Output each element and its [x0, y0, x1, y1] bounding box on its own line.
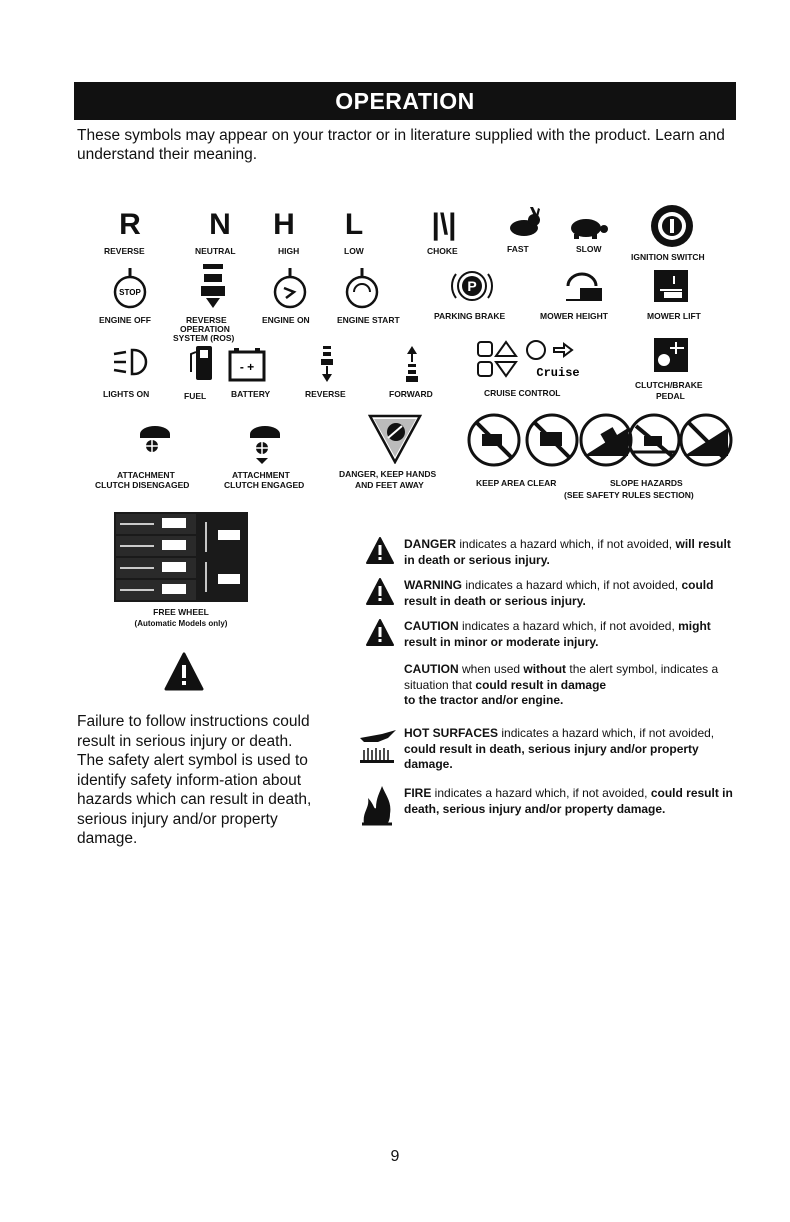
- section-header: [74, 82, 736, 120]
- hot-surfaces-definition: HOT SURFACES indicates a hazard which, if not avoided, could result in death, serious injury and/or property damage.: [404, 726, 715, 771]
- page-number: 9: [390, 1148, 400, 1165]
- slope-label: SLOPE HAZARDS: [610, 478, 683, 488]
- reverse-arrow-label: REVERSE: [305, 389, 346, 399]
- free-wheel-label: FREE WHEEL: [153, 607, 209, 617]
- mower-lift-icon: [654, 270, 688, 302]
- engine-off-icon: [112, 266, 148, 310]
- free-wheel-caption: [114, 607, 248, 629]
- danger-alert-icon: [366, 537, 394, 570]
- mower-height-icon: [562, 268, 606, 304]
- fast-label: FAST: [507, 244, 529, 254]
- engine-start-icon: [344, 266, 380, 310]
- ignition-label: IGNITION SWITCH: [631, 252, 705, 262]
- caution-alert-icon: [366, 619, 394, 652]
- attachment-disengaged-icon: [138, 424, 172, 454]
- rabbit-icon: [504, 206, 544, 240]
- mower-height-label: MOWER HEIGHT: [540, 311, 608, 321]
- engine-start-label: ENGINE START: [337, 315, 400, 325]
- parking-brake-icon: [450, 266, 494, 306]
- hot-surface-icon: [358, 724, 398, 769]
- engine-off-label: ENGINE OFF: [99, 315, 151, 325]
- lights-icon: [112, 346, 150, 378]
- slow-label: SLOW: [576, 244, 602, 254]
- clutch-brake-label-1: CLUTCH/BRAKE: [635, 380, 703, 390]
- clutch-brake-label-2: PEDAL: [656, 391, 685, 401]
- choke-symbol: |\|: [431, 208, 457, 241]
- attachment-engaged-icon: [248, 424, 282, 464]
- battery-icon: [228, 346, 266, 382]
- battery-label: BATTERY: [231, 389, 271, 399]
- fuel-pump-icon: [188, 344, 214, 382]
- attach-engaged-label-2: CLUTCH ENGAGED: [224, 480, 305, 490]
- clutch-brake-pedal-icon: [654, 338, 688, 372]
- failure-warning-text: Failure to follow instructions could result in serious injury or death. The safety alert symbol is used to identify safety inform-ation about hazards which can result in death, serious injury and/or property damage.: [77, 713, 312, 847]
- svg-text:Cruise: Cruise: [536, 366, 580, 380]
- warning-alert-icon: [366, 578, 394, 611]
- reverse-label: REVERSE: [104, 246, 145, 256]
- intro-text: These symbols may appear on your tractor or in literature supplied with the product. Learn and understand their meaning.: [77, 127, 725, 163]
- section-title: OPERATION: [335, 87, 475, 114]
- reverse-symbol: R: [119, 208, 141, 241]
- caution-no-symbol-definition: CAUTION when used without the alert symbol, indicates a situation that could result in damage to the tractor and/or engine.: [404, 662, 719, 707]
- fire-definition: FIRE indicates a hazard which, if not avoided, could result in death, serious injury and/or property damage.: [404, 786, 733, 816]
- high-label: HIGH: [278, 246, 300, 256]
- reverse-arrow-icon: [318, 344, 336, 384]
- keep-area-clear-icons: [466, 412, 580, 468]
- parking-brake-label: PARKING BRAKE: [434, 311, 506, 321]
- free-wheel-panel: [114, 512, 248, 602]
- danger-definition: DANGER indicates a hazard which, if not avoided, will result in death or serious injury.: [404, 537, 731, 567]
- neutral-symbol: N: [209, 208, 231, 241]
- safety-note-label: (SEE SAFETY RULES SECTION): [564, 490, 694, 500]
- ignition-key-icon: [650, 204, 694, 248]
- low-label: LOW: [344, 246, 364, 256]
- fire-icon: [360, 784, 394, 831]
- attach-disengaged-label-1: ATTACHMENT: [117, 470, 175, 480]
- cruise-label: CRUISE CONTROL: [484, 388, 561, 398]
- forward-arrow-icon: [403, 344, 421, 384]
- slope-hazard-icons: [578, 412, 734, 468]
- forward-label: FORWARD: [389, 389, 433, 399]
- attach-disengaged-label-2: CLUTCH DISENGAGED: [95, 480, 190, 490]
- safety-alert-icon: [164, 652, 204, 692]
- svg-text:P: P: [467, 278, 477, 294]
- danger-hands-label-2: AND FEET AWAY: [355, 480, 424, 490]
- choke-label: CHOKE: [427, 246, 458, 256]
- svg-text:STOP: STOP: [119, 288, 141, 297]
- cruise-control-icon: [476, 338, 606, 382]
- danger-hands-label-1: DANGER, KEEP HANDS: [339, 469, 437, 479]
- lights-label: LIGHTS ON: [103, 389, 150, 399]
- ros-label-3: SYSTEM (ROS): [173, 333, 235, 343]
- mower-lift-label: MOWER LIFT: [647, 311, 701, 321]
- danger-hands-icon: [368, 412, 422, 464]
- svg-text:- +: - +: [239, 360, 255, 374]
- caution-definition: CAUTION indicates a hazard which, if not avoided, might result in minor or moderate injury.: [404, 619, 711, 649]
- fuel-label: FUEL: [184, 391, 207, 401]
- keep-clear-label: KEEP AREA CLEAR: [476, 478, 557, 488]
- ros-label-1: REVERSE: [186, 315, 227, 325]
- engine-on-label: ENGINE ON: [262, 315, 310, 325]
- high-symbol: H: [273, 208, 295, 241]
- turtle-icon: [566, 214, 610, 240]
- free-wheel-sublabel: (Automatic Models only): [134, 619, 228, 628]
- neutral-label: NEUTRAL: [195, 246, 236, 256]
- low-symbol: L: [344, 208, 364, 241]
- attach-engaged-label-1: ATTACHMENT: [232, 470, 290, 480]
- warning-definition: WARNING indicates a hazard which, if not avoided, could result in death or serious injury.: [404, 578, 714, 608]
- engine-on-icon: [272, 266, 308, 310]
- ros-icon: [198, 262, 228, 310]
- ros-label-2: OPERATION: [180, 324, 230, 334]
